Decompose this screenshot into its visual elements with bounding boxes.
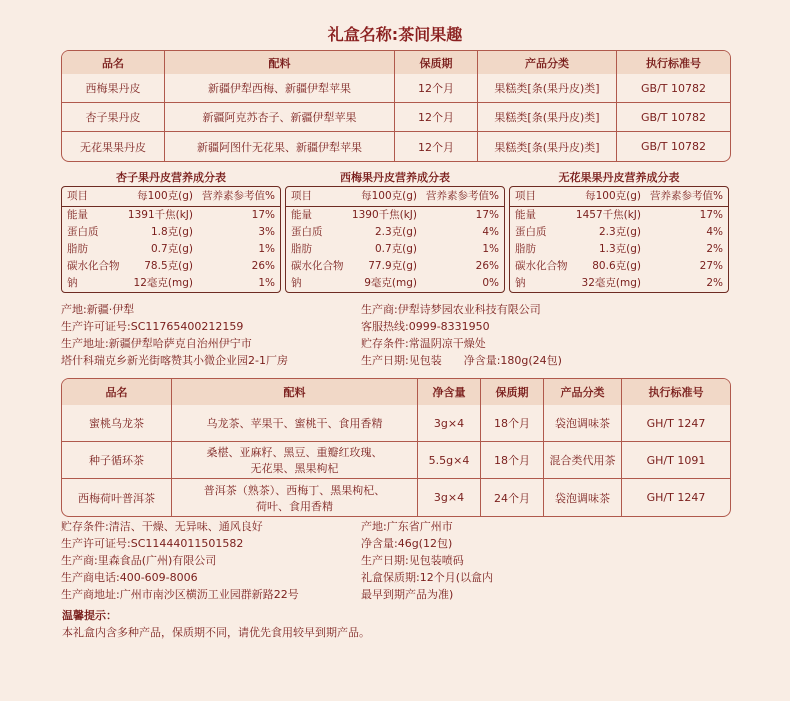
- info-line: 贮存条件:清洁、干燥、无异味、通风良好: [61, 520, 263, 533]
- nutrition-cell: 26%: [475, 260, 499, 272]
- ingredients-line: 乌龙茶、苹果干、蜜桃干、食用香精: [206, 417, 383, 430]
- table-header-cell: 品名: [62, 379, 172, 405]
- nutrition-cell: 能量: [291, 209, 312, 221]
- nutrition-header-cell: 营养素参考值%: [650, 190, 723, 202]
- info-line: 贮存条件:常温阴凉干燥处: [361, 337, 486, 350]
- nutrition-cell: 1.8克(g): [150, 226, 193, 238]
- nutrition-cell: 1%: [258, 243, 275, 255]
- ingredients-cell: [172, 405, 418, 442]
- nutrition-row: [62, 258, 280, 275]
- nutrition-header-cell: 营养素参考值%: [202, 190, 275, 202]
- info-line: 净含量:46g(12包): [361, 537, 453, 550]
- table-cell: 杏子果丹皮: [62, 103, 165, 132]
- nutrition-cell: 脂肪: [291, 243, 312, 255]
- table-cell: 12个月: [395, 74, 478, 103]
- nutrition-cell: 蛋白质: [291, 226, 323, 238]
- nutrition-cell: 碳水化合物: [67, 260, 120, 272]
- nutrition-table-title: 无花果果丹皮营养成分表: [558, 171, 680, 184]
- table-row: [62, 442, 730, 479]
- table-header-cell: 保质期: [481, 379, 544, 405]
- table-cell: GB/T 10782: [617, 74, 730, 103]
- table-cell: 果糕类[条(果丹皮)类]: [478, 74, 617, 103]
- nutrition-cell: 0%: [482, 277, 499, 289]
- nutrition-row: [62, 207, 280, 224]
- table-row: [62, 132, 730, 161]
- nutrition-cell: 3%: [258, 226, 275, 238]
- nutrition-cell: 脂肪: [67, 243, 88, 255]
- nutrition-cell: 1.3克(g): [598, 243, 641, 255]
- table-header-cell: 配料: [165, 51, 395, 74]
- nutrition-cell: 32毫克(mg): [581, 277, 641, 289]
- ingredients-cell: [172, 479, 418, 516]
- nutrition-cell: 9毫克(mg): [364, 277, 417, 289]
- table-row: [62, 479, 730, 516]
- nutrition-cell: 17%: [699, 209, 723, 221]
- info-line: 生产商地址:广州市南沙区横沥工业园群新路22号: [61, 588, 299, 601]
- nutrition-row: [510, 224, 728, 241]
- info-line: 生产商电话:400-609-8006: [61, 571, 198, 584]
- table-header-cell: 保质期: [395, 51, 478, 74]
- info-line: 生产日期:见包装 净含量:180g(24包): [361, 354, 562, 367]
- nutrition-cell: 钠: [291, 277, 302, 289]
- nutrition-row: [510, 241, 728, 258]
- table-cell: GB/T 10782: [617, 103, 730, 132]
- nutrition-header-cell: 每100克(g): [585, 190, 641, 202]
- info-block-1-left: [61, 301, 288, 369]
- nutrition-cell: 0.7克(g): [374, 243, 417, 255]
- ingredients-line: 普洱茶（熟茶）、西梅丁、黑果枸杞、: [203, 483, 386, 497]
- table-header-cell: 执行标准号: [617, 51, 730, 74]
- nutrition-cell: 蛋白质: [515, 226, 547, 238]
- nutrition-cell: 80.6克(g): [592, 260, 641, 272]
- table-header-cell: 执行标准号: [622, 379, 730, 405]
- ingredients-line: 荷叶、食用香精: [256, 499, 333, 513]
- table-header-cell: 净含量: [418, 379, 481, 405]
- nutrition-table-title: 杏子果丹皮营养成分表: [116, 171, 226, 184]
- nutrition-cell: 蛋白质: [67, 226, 99, 238]
- nutrition-cell: 27%: [699, 260, 723, 272]
- table-cell: 果糕类[条(果丹皮)类]: [478, 103, 617, 132]
- table-cell: 5.5g×4: [418, 442, 481, 479]
- nutrition-cell: 2.3克(g): [374, 226, 417, 238]
- nutrition-header-cell: 每100克(g): [137, 190, 193, 202]
- nutrition-cell: 1390千焦(kJ): [351, 209, 417, 221]
- nutrition-cell: 2%: [706, 277, 723, 289]
- notice-body: 本礼盒内含多种产品，保质期不同，请优先食用较早到期产品。: [62, 626, 370, 639]
- table-cell: 新疆阿克苏杏子、新疆伊犁苹果: [165, 103, 395, 132]
- nutrition-cell: 1%: [258, 277, 275, 289]
- nutrition-header-cell: 营养素参考值%: [426, 190, 499, 202]
- nutrition-header-cell: 项目: [291, 190, 312, 202]
- info-line: 生产地址:新疆伊犁哈萨克自治州伊宁市: [61, 337, 252, 350]
- table-cell: 果糕类[条(果丹皮)类]: [478, 132, 617, 161]
- nutrition-table: [285, 186, 505, 293]
- nutrition-header-row: [510, 187, 728, 207]
- nutrition-row: [286, 275, 504, 292]
- info-block-2-left: [61, 518, 299, 603]
- table-cell: 种子循环茶: [62, 442, 172, 479]
- table-cell: 无花果果丹皮: [62, 132, 165, 161]
- ingredients-line: 无花果、黑果枸杞: [250, 462, 339, 475]
- fruit-leather-table: [61, 50, 731, 162]
- nutrition-cell: 1391千焦(kJ): [127, 209, 193, 221]
- table-row: [62, 405, 730, 442]
- table-cell: 18个月: [481, 442, 544, 479]
- table-header-cell: 品名: [62, 51, 165, 74]
- nutrition-cell: 2%: [706, 243, 723, 255]
- nutrition-cell: 4%: [482, 226, 499, 238]
- nutrition-cell: 1457千焦(kJ): [575, 209, 641, 221]
- nutrition-header-cell: 项目: [67, 190, 88, 202]
- info-line: 生产商:里森食品(广州)有限公司: [61, 554, 217, 567]
- info-line: 产地:新疆·伊犁: [61, 303, 135, 316]
- info-line: 塔什科瑞克乡新光街喀赞其小微企业园2-1厂房: [61, 354, 288, 367]
- table-row: [62, 103, 730, 132]
- table-cell: 24个月: [481, 479, 544, 516]
- info-block-1-right: [361, 301, 562, 369]
- table-cell: 新疆阿图什无花果、新疆伊犁苹果: [165, 132, 395, 161]
- nutrition-header-row: [286, 187, 504, 207]
- table-cell: 12个月: [395, 103, 478, 132]
- info-line: 礼盒保质期:12个月(以盒内: [361, 571, 493, 584]
- info-block-2-right: [361, 518, 493, 603]
- table-cell: GH/T 1247: [622, 405, 730, 442]
- table-header-cell: 产品分类: [478, 51, 617, 74]
- table-header-cell: 产品分类: [544, 379, 622, 405]
- info-line: 最早到期产品为准): [361, 588, 454, 601]
- nutrition-cell: 26%: [251, 260, 275, 272]
- nutrition-row: [286, 258, 504, 275]
- table-cell: GH/T 1247: [646, 491, 706, 504]
- nutrition-cell: 77.9克(g): [368, 260, 417, 272]
- table-cell: 新疆伊犁西梅、新疆伊犁苹果: [165, 74, 395, 103]
- tea-table: [61, 378, 731, 517]
- info-line: 生产日期:见包装喷码: [361, 554, 464, 567]
- nutrition-header-cell: 项目: [515, 190, 536, 202]
- table-row: [62, 74, 730, 103]
- nutrition-cell: 12毫克(mg): [133, 277, 193, 289]
- nutrition-cell: 0.7克(g): [150, 243, 193, 255]
- nutrition-row: [286, 207, 504, 224]
- info-line: 产地:广东省广州市: [361, 520, 453, 533]
- nutrition-row: [510, 258, 728, 275]
- table-cell: GB/T 10782: [641, 140, 706, 153]
- nutrition-cell: 能量: [515, 209, 536, 221]
- table-cell: 3g×4: [418, 405, 481, 442]
- nutrition-row: [510, 275, 728, 292]
- notice-title: 温馨提示：: [62, 609, 117, 622]
- nutrition-cell: 脂肪: [515, 243, 536, 255]
- nutrition-table-title: 西梅果丹皮营养成分表: [340, 171, 450, 184]
- info-line: 客服热线:0999-8331950: [361, 320, 490, 333]
- table-cell: 蜜桃乌龙茶: [62, 405, 172, 442]
- table-cell: 西梅荷叶普洱茶: [62, 479, 172, 516]
- table-cell: 3g×4: [418, 479, 481, 516]
- nutrition-table: [61, 186, 281, 293]
- nutrition-row: [286, 241, 504, 258]
- nutrition-row: [286, 224, 504, 241]
- nutrition-cell: 78.5克(g): [144, 260, 193, 272]
- nutrition-header-row: [62, 187, 280, 207]
- table-cell: 12个月: [395, 132, 478, 161]
- nutrition-row: [62, 275, 280, 292]
- info-line: 生产商:伊犁诗梦园农业科技有限公司: [361, 303, 541, 316]
- info-line: 生产许可证号:SC11444011501582: [61, 537, 244, 550]
- gift-box-title: 礼盒名称:茶间果趣: [327, 25, 463, 44]
- nutrition-cell: 2.3克(g): [598, 226, 641, 238]
- table-cell: 西梅果丹皮: [62, 74, 165, 103]
- nutrition-row: [62, 224, 280, 241]
- nutrition-header-cell: 每100克(g): [361, 190, 417, 202]
- nutrition-cell: 碳水化合物: [515, 260, 568, 272]
- table-cell: GH/T 1091: [622, 442, 730, 479]
- table-cell: 袋泡调味茶: [544, 405, 622, 442]
- nutrition-cell: 17%: [251, 209, 275, 221]
- nutrition-cell: 钠: [67, 277, 78, 289]
- nutrition-table: [509, 186, 729, 293]
- ingredients-line: 桑椹、亚麻籽、黑豆、重瓣红玫瑰、: [206, 446, 383, 459]
- nutrition-cell: 17%: [475, 209, 499, 221]
- nutrition-cell: 1%: [482, 243, 499, 255]
- info-line: 生产许可证号:SC11765400212159: [61, 320, 244, 333]
- nutrition-row: [510, 207, 728, 224]
- nutrition-cell: 能量: [67, 209, 88, 221]
- ingredients-cell: [172, 442, 418, 479]
- table-cell: 18个月: [481, 405, 544, 442]
- nutrition-row: [62, 241, 280, 258]
- table-cell: 袋泡调味茶: [544, 479, 622, 516]
- table-header-cell: 配料: [172, 379, 418, 405]
- nutrition-cell: 碳水化合物: [291, 260, 344, 272]
- table-cell: 混合类代用茶: [544, 442, 622, 479]
- nutrition-cell: 钠: [515, 277, 526, 289]
- nutrition-cell: 4%: [706, 226, 723, 238]
